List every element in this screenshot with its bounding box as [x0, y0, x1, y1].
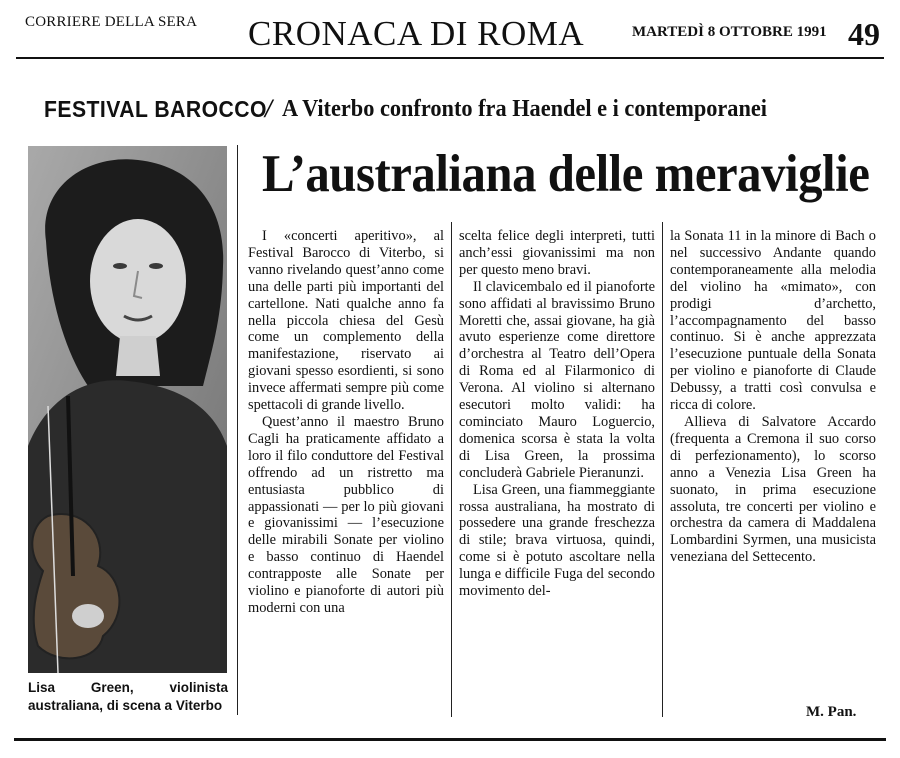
column-divider: [662, 222, 663, 717]
column-divider: [237, 145, 238, 715]
page-number: 49: [848, 16, 880, 52]
masthead-rule: [16, 57, 884, 59]
author-signature: M. Pan.: [806, 704, 857, 720]
bottom-rule: [14, 738, 886, 741]
column-divider: [451, 222, 452, 717]
paragraph: I «concerti aperitivo», al Festival Barocco di Viterbo, si vanno rivelando quest’anno come una delle parti più importanti del cartellone. Nati qualche anno fa nella piccola chiesa del Gesù come un complemento della manifestazione, riservato ai giovani spesso esordienti, si sono invece affermati sempre più come spettacoli di grande livello.: [248, 228, 444, 414]
violinist-photo: [28, 146, 227, 673]
article-column-1: [248, 228, 444, 617]
article-subtitle: A Viterbo confronto fra Haendel e i contemporanei: [282, 96, 767, 122]
paragraph: Quest’anno il maestro Bruno Cagli ha praticamente affidato a loro il filo conduttore del Festival offrendo ad un ristretto ma entusiasta pubblico di appassionati — per lo più giovani e giovanissimi — l’esecuzione delle mirabili Sonate per violino e basso continuo di Haendel contrapposte alle Sonate per violino e pianoforte di autori più moderni con una: [248, 413, 444, 616]
paragraph: Il clavicembalo ed il pianoforte sono affidati al bravissimo Bruno Moretti che, assai giovane, ha già avuto esperienze come direttore d’orchestra al Teatro dell’Opera di Roma ed al Filarmonico di Verona. Al violino si alternano esecutori molto validi: ha cominciato Mauro Loguercio, domenica scorsa è stata la volta di Lisa Green, la prossima concluderà Gabriele Pieranunzi.: [459, 278, 655, 481]
section-title: CRONACA DI ROMA: [248, 14, 585, 53]
issue-date: MARTEDÌ 8 OTTOBRE 1991: [632, 24, 827, 40]
paragraph: Lisa Green, una fiammeggiante rossa australiana, ha mostrato di possedere una grande freschezza di stile; brava virtuosa, quindi, come si è potuto ascoltare nella lunga e difficile Fuga del secondo movimento del-: [459, 481, 655, 600]
article-kicker: FESTIVAL BAROCCO: [44, 96, 267, 122]
article-column-3: [670, 228, 876, 566]
paragraph: Allieva di Salvatore Accardo (frequenta a Cremona il suo corso di perfezionamento), lo scorso anno a Venezia Lisa Green ha suonato, in prima esecuzione assoluta, tre concerti per violino e orchestra da camera di Maddalena Lombardini Syrmen, una musicista veneziana del Settecento.: [670, 413, 876, 566]
kicker-separator: /: [265, 94, 273, 123]
article-column-2: [459, 228, 655, 600]
newspaper-name: CORRIERE DELLA SERA: [25, 14, 198, 30]
photo-caption: Lisa Green, violinista australiana, di scena a Viterbo: [28, 680, 228, 713]
article-headline: L’australiana delle meraviglie: [262, 145, 870, 203]
paragraph: la Sonata 11 in la minore di Bach o nel successivo Andante quando contemporaneamente alla melodia del violino ha «mimato», con prodigi d’archetto, l’accompagnamento del basso continuo. Si è anche apprezzata l’esecuzione puntuale della Sonata per violino e pianoforte di Claude Debussy, a tratti così convulsa e ricca di colore.: [670, 228, 876, 414]
paragraph: scelta felice degli interpreti, tutti anch’essi giovanissimi ma non per questo meno bravi.: [459, 228, 655, 278]
